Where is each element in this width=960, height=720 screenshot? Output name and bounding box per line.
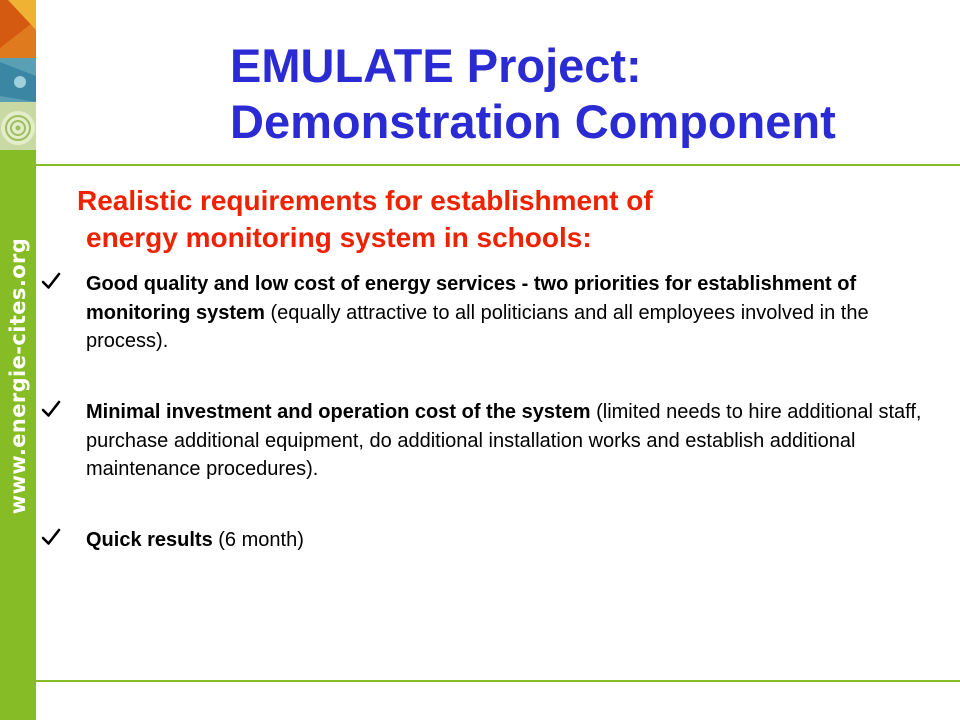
bullet-text (86, 526, 948, 555)
bullet-bold-text: Minimal investment and operation cost of the system (86, 401, 591, 423)
header-divider (36, 164, 960, 166)
slide-subtitle (44, 182, 924, 256)
bullet-plain-text: (limited needs to hire additional staff, purchase additional equipment, do additional installation works and establish additional maintenance procedures). (86, 401, 922, 480)
checkmark-icon (40, 270, 62, 292)
slide-subtitle-line-1: Realistic requirements for establishment of (77, 185, 653, 216)
slide-title-line-2: Demonstration Component (230, 95, 836, 148)
slide-title (230, 38, 836, 150)
bullet-plain-text: (6 month) (212, 529, 304, 551)
checkmark-icon (40, 526, 62, 548)
bullet-bold-text: Quick results (86, 529, 213, 551)
sidebar-band (0, 0, 36, 720)
bullet-text (86, 398, 948, 484)
bullet-bold-text: Good quality and low cost of energy services - two priorities for establishment of monitoring system (86, 273, 857, 324)
footer-divider (36, 680, 960, 682)
bullet-plain-text: (equally attractive to all politicians and all employees involved in the process). (86, 301, 869, 352)
sidebar-photo-strip (0, 0, 36, 165)
slide-title-line-1: EMULATE Project: (230, 39, 642, 92)
slide-subtitle-line-2: energy monitoring system in schools: (86, 222, 592, 253)
bullet-text (86, 270, 948, 356)
checkmark-icon (40, 398, 62, 420)
sidebar-website-url: www.energie-cites.org (6, 237, 30, 515)
